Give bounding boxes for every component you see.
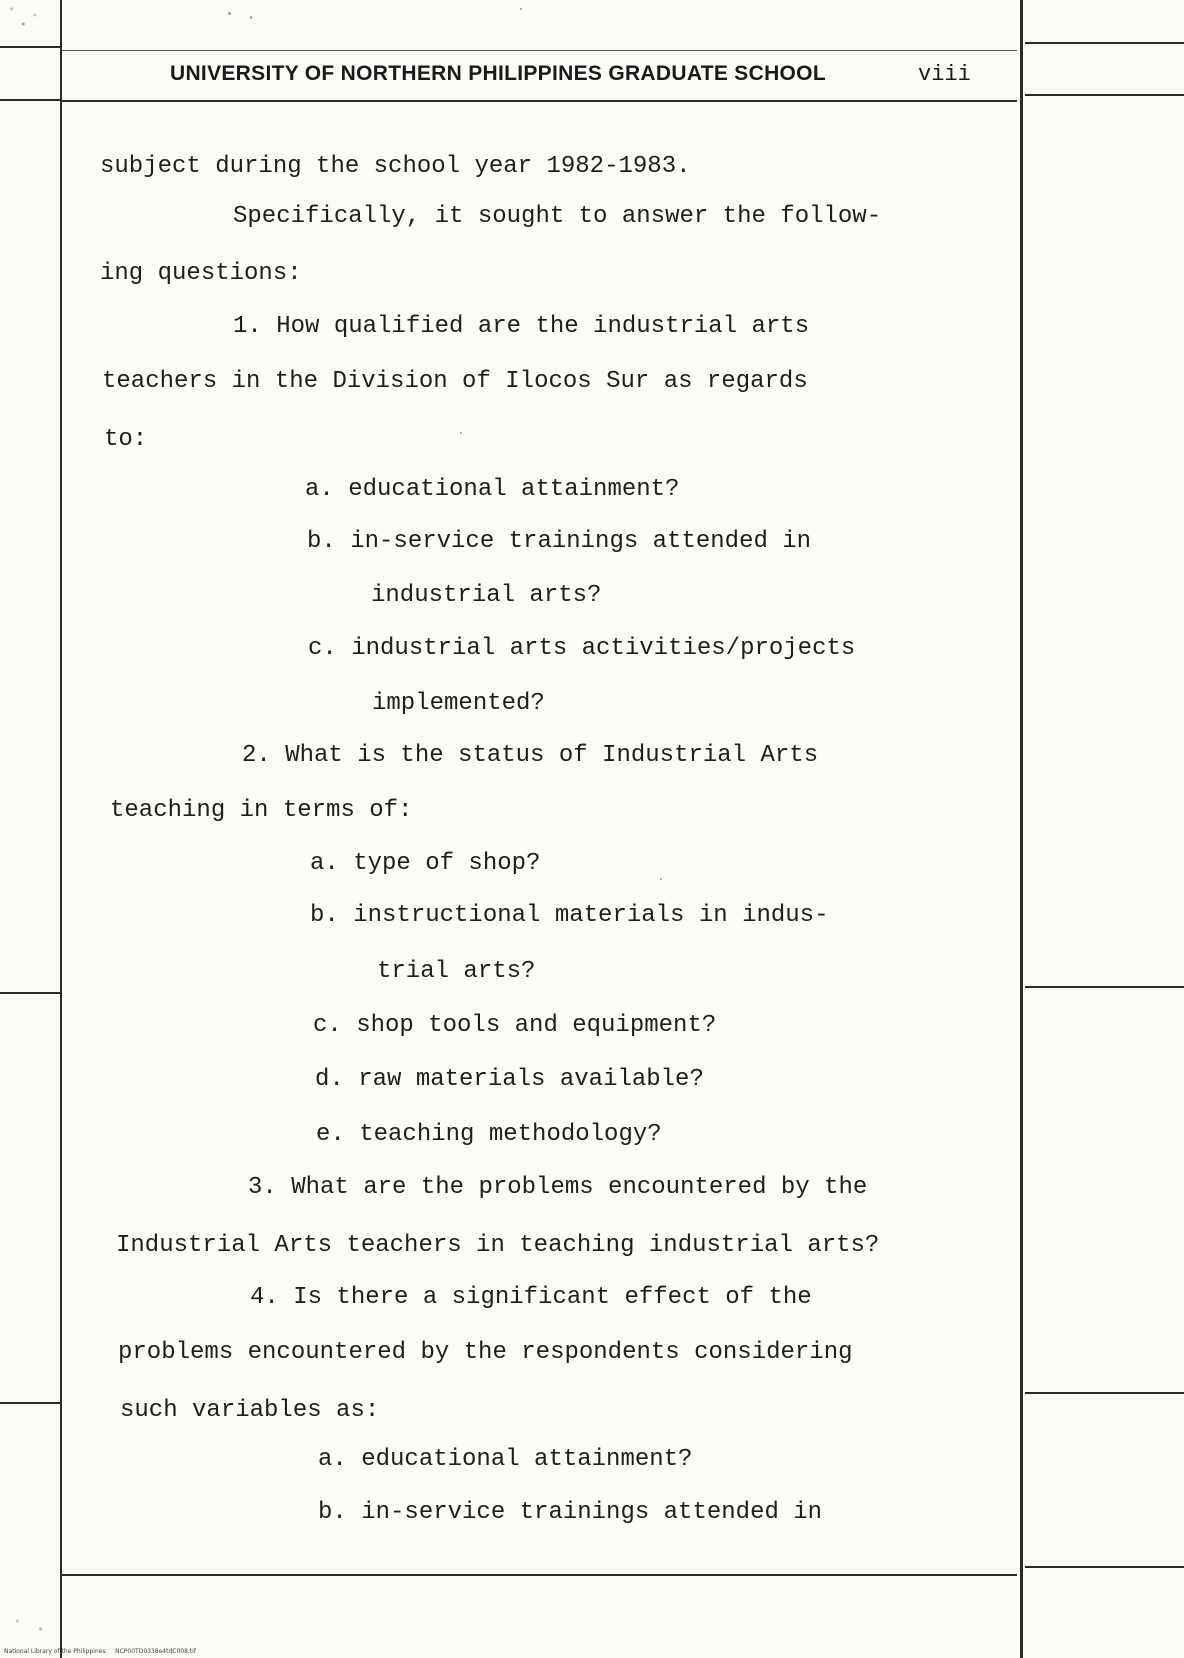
- footer-rule: [62, 1574, 1017, 1576]
- margin-tick: [1025, 1392, 1184, 1394]
- margin-tick: [1025, 986, 1184, 988]
- text-line: subject during the school year 1982-1983.: [100, 153, 691, 180]
- page-header-title: UNIVERSITY OF NORTHERN PHILIPPINES GRADUATE SCHOOL: [170, 62, 826, 85]
- margin-tick: [1025, 1566, 1184, 1568]
- list-item: c. shop tools and equipment?: [313, 1012, 717, 1039]
- text-line: to:: [104, 426, 148, 453]
- list-item-continuation: implemented?: [372, 690, 545, 717]
- scan-footer-library: National Library of the Philippines: [4, 1648, 106, 1655]
- text-line: teaching in terms of:: [110, 797, 413, 824]
- scan-speck: [520, 8, 522, 10]
- margin-tick: [1025, 94, 1184, 96]
- scan-speck: [228, 12, 231, 15]
- list-item: a. type of shop?: [310, 850, 541, 877]
- text-line: Industrial Arts teachers in teaching industrial arts?: [116, 1232, 880, 1259]
- margin-tick: [1025, 42, 1184, 44]
- scan-speck: [660, 878, 662, 880]
- list-item: b. instructional materials in indus-: [310, 902, 829, 929]
- scan-footer-file-code: NCP00TD0338e4tdC008.tif: [115, 1648, 196, 1655]
- text-line: 2. What is the status of Industrial Arts: [242, 742, 819, 769]
- margin-tick: [0, 99, 60, 101]
- right-margin-rule: [1020, 0, 1023, 1658]
- list-item: b. in-service trainings attended in: [307, 528, 812, 555]
- list-item: a. educational attainment?: [318, 1446, 693, 1473]
- list-item-continuation: industrial arts?: [371, 582, 602, 609]
- scan-noise-bottom-left: [0, 1605, 58, 1645]
- scan-speck: [250, 16, 252, 19]
- text-line: 3. What are the problems encountered by the: [248, 1174, 868, 1201]
- text-line: 1. How qualified are the industrial arts: [233, 313, 810, 340]
- scan-speck: [460, 432, 462, 434]
- text-line: ing questions:: [100, 260, 302, 287]
- text-line: problems encountered by the respondents considering: [118, 1339, 853, 1366]
- margin-tick: [0, 1402, 60, 1404]
- scan-noise-top-left: [0, 0, 58, 30]
- header-top-rule: [62, 50, 1017, 51]
- text-line: teachers in the Division of Ilocos Sur as regards: [102, 368, 808, 395]
- margin-tick: [0, 46, 60, 48]
- list-item: d. raw materials available?: [315, 1066, 704, 1093]
- text-line: such variables as:: [120, 1397, 380, 1424]
- margin-tick: [0, 992, 60, 994]
- header-rule: [62, 100, 1017, 102]
- list-item-continuation: trial arts?: [377, 958, 536, 985]
- list-item: e. teaching methodology?: [316, 1121, 662, 1148]
- text-line: Specifically, it sought to answer the follow-: [233, 203, 882, 230]
- left-margin-rule: [60, 0, 62, 1658]
- text-line: 4. Is there a significant effect of the: [250, 1284, 812, 1311]
- page-number: viii: [918, 62, 971, 87]
- list-item: c. industrial arts activities/projects: [308, 635, 856, 662]
- list-item: a. educational attainment?: [305, 476, 680, 503]
- list-item: b. in-service trainings attended in: [318, 1499, 823, 1526]
- scan-footer: [4, 1648, 196, 1655]
